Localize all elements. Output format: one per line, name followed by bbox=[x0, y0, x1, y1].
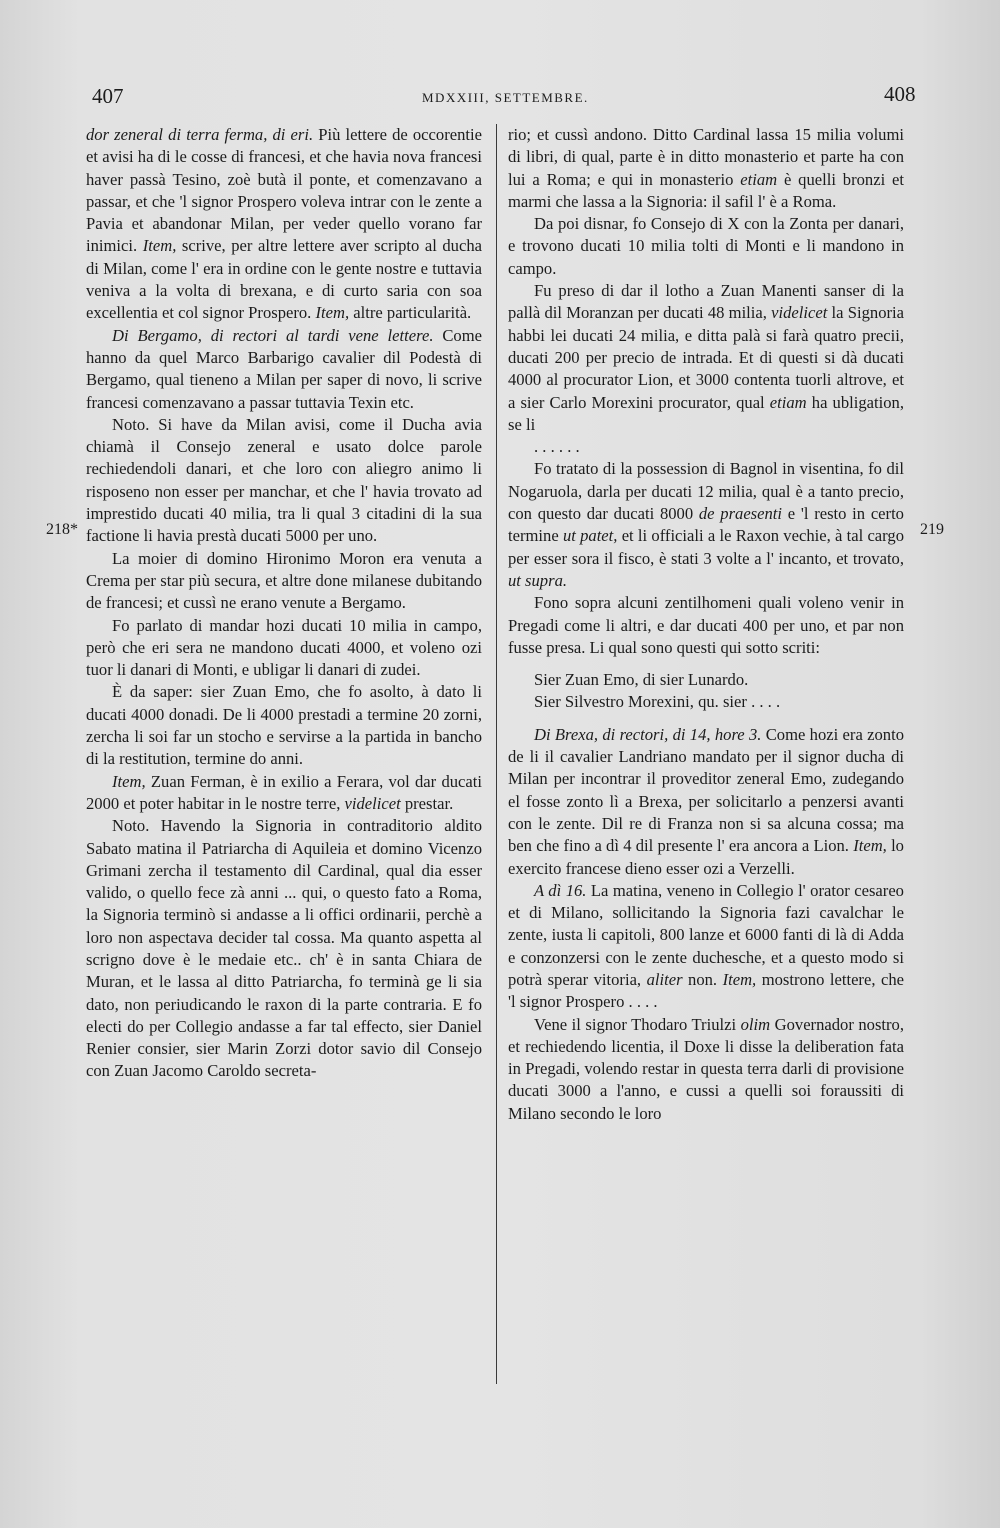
page-header bbox=[0, 82, 1000, 112]
paragraph bbox=[508, 880, 904, 1014]
paragraph bbox=[508, 280, 904, 436]
italic-word: olim bbox=[740, 1014, 771, 1034]
text: lo exercito francese dieno esser ozi a Verzelli. bbox=[508, 836, 904, 878]
paragraph: Fono sopra alcuni zentilhomeni quali voleno venir in Pregadi come li altri, e dar ducati 400 per uno, et par non fusse presa. Li qual sono questi qui sotto scriti: bbox=[508, 593, 904, 657]
italic-heading: Di Brexa, di rectori, di 14, hore 3. bbox=[534, 724, 762, 744]
ellipsis-line: . . . . . . bbox=[534, 437, 580, 457]
text: mostrono lettere, che 'l signor Prospero . . . . bbox=[508, 969, 904, 1012]
left-page-number: 407 bbox=[92, 84, 124, 108]
paragraph: Noto. Si have da Milan avisi, come il Ducha avia chiamà il Consejo zeneral e usato dolce parole rechiedendoli danari, et che loro con aliegro animo li risposeno non esser per manchar, et che l' havia trovato ad imprestido ducati 40 milia, tra li qual 3 citadini di la sua factione li havia prestà ducati 5000 per uno. bbox=[86, 414, 482, 546]
text: Più lettere de occorentie et avisi ha di le cosse di francesi, et che havia nova francesi haver passà Tesino, zoè butà il ponte, et comenzavano a passar, et che 'l signor Prospero voleva intrar con le zente a Pavia et abandonar Milan, per veder quello vorano far inimici. bbox=[86, 125, 482, 256]
paragraph bbox=[86, 124, 482, 325]
right-page-number: 408 bbox=[884, 82, 916, 106]
italic-word: ut patet, bbox=[562, 526, 618, 546]
italic-word: Item, bbox=[722, 969, 757, 989]
paragraph bbox=[508, 1014, 904, 1125]
text: scrive, per altre lettere aver scripto al ducha di Milan, come l' era in ordine con le gente nostre e tuttavia veniva a la volta di brexana, e di curto saria con soa excellentia et col signor Prospero. bbox=[86, 236, 482, 323]
paragraph: Fo parlato di mandar hozi ducati 10 milia in campo, però che eri sera ne mandono ducati 4000, et voleno ozi tuor li danari di Monti, e ubligar li danari di zudei. bbox=[86, 615, 482, 680]
left-margin-note: 218* bbox=[46, 521, 78, 538]
text: è quelli bronzi et marmi che lassa a la Signoria: il safil l' è a Roma. bbox=[508, 169, 904, 211]
paragraph bbox=[508, 458, 904, 592]
italic-heading: Di Bergamo, di rectori al tardi vene lettere. bbox=[112, 325, 434, 345]
italic-word: videlicet bbox=[771, 303, 828, 323]
italic-word: Item, bbox=[315, 303, 350, 323]
text: Vene il signor Thodaro Triulzi bbox=[534, 1014, 741, 1034]
paragraph: Noto. Havendo la Signoria in contraditorio aldito Sabato matina il Patriarcha di Aquileia et domino Vicenzo Grimani zercha il testamento dil Cardinal, qual dia esser valido, o quello fece zà anni ... qui, o questo fato a Roma, la Signoria terminò si andasse a li offici ordinarii, perchè a loro non aspectava decider tal cossa. Ma quanto aspetta al scrigno dove è le medaie etc.. ch' è in santa Chiara de Muran, et le lassa al ditto Patriarcha, fo terminà ge li sia dato, non periudicando le raxon di la parte contraria. E fo electi do per Collegio andasse a far tal effecto, sier Daniel Renier consier, sier Marin Zorzi dotor savio dil Consejo con Zuan Jacomo Caroldo secreta- bbox=[86, 816, 482, 1081]
left-column bbox=[86, 124, 482, 1083]
italic-word: etiam bbox=[740, 169, 778, 189]
text: ha ubligation, se li bbox=[508, 392, 904, 434]
paragraph bbox=[508, 724, 904, 880]
text: La matina, veneno in Collegio l' orator cesareo et di Milano, sollicitando la Signoria fazi cavalchar le zente, iusta li capitoli, 800 lanze et 6000 fanti di là di Adda e conzonzersi con le zente duchesche, et a questo modo si potrà sperar vitoria, bbox=[508, 880, 904, 989]
list-item: Sier Zuan Emo, di sier Lunardo. bbox=[534, 670, 749, 690]
italic-word: Item, bbox=[112, 771, 146, 791]
paragraph bbox=[86, 325, 482, 414]
text: e 'l resto in certo termine bbox=[508, 504, 904, 546]
list-item: Sier Silvestro Morexini, qu. sier . . . . bbox=[534, 692, 781, 712]
italic-word: videlicet bbox=[344, 793, 401, 813]
column-divider bbox=[496, 124, 497, 1384]
italic-heading: dor zeneral di terra ferma, di eri. bbox=[86, 125, 314, 144]
paragraph: Da poi disnar, fo Consejo di X con la Zonta per danari, e trovono ducati 10 milia tolti di Monti e li mandono in campo. bbox=[508, 214, 904, 278]
text: et li officiali a le Raxon vechie, à tal cargo per esser sora il fisco, è stati 3 volte a l' incanto, et trovato, bbox=[508, 526, 904, 568]
text: Fo tratato di la possession di Bagnol in visentina, fo dil Nogaruola, darla per ducati 12 milia, qual è a tanto precio, con questo dar ducati 8000 bbox=[508, 459, 904, 524]
text: non. bbox=[682, 969, 723, 989]
text: Governador nostro, et rechiedendo licentia, il Doxe li disse la deliberation fata in Pregadi, volendo restar in questa terra darli di provisione ducati 3000 a l'anno, e cussi a quelli soi foraussiti di Milano secondo le loro bbox=[508, 1014, 904, 1123]
paragraph bbox=[86, 771, 482, 816]
italic-word: de praesenti bbox=[698, 504, 783, 524]
text: prestar. bbox=[400, 793, 454, 813]
italic-word: etiam bbox=[769, 392, 807, 412]
text: Come hozi era zonto de li il cavalier Landriano mandato per il signor ducha di Milan per incontrar il proveditor zeneral Emo, zudegando el fosse zonto lì a Brexa, per solicitarlo a penzersi avanti con le zente. Dil re di Franza non si sa alcuna cossa; ma ben che fino a dì 4 dil presente l' era ancora a Lion. bbox=[508, 724, 904, 856]
right-margin-note: 219 bbox=[920, 521, 944, 538]
text: Fu preso di dar il lotho a Zuan Manenti sanser di la pallà dil Moranzan per ducati 48 milia, bbox=[508, 281, 904, 323]
paragraph bbox=[508, 124, 904, 213]
text: Zuan Ferman, è in exilio a Ferara, vol dar ducati 2000 et poter habitar in le nostre terre, bbox=[86, 771, 482, 813]
italic-word: aliter bbox=[646, 969, 683, 989]
running-title: MDXXIII, SETTEMBRE. bbox=[422, 90, 589, 105]
italic-word: ut supra. bbox=[508, 570, 568, 590]
italic-heading: A dì 16. bbox=[534, 880, 587, 900]
paragraph: È da saper: sier Zuan Emo, che fo asolto, à dato li ducati 4000 donadi. De li 4000 prestadi a termine 20 zorni, zercha li soi far un stocho e servirse a la partida in bancho di la restitution, termine do anni. bbox=[86, 682, 482, 769]
text: altre particularità. bbox=[349, 303, 472, 323]
italic-word: Item, bbox=[142, 236, 177, 256]
text: la Signoria habbi lei ducati 24 milia, e ditta palà si farà quatro precii, ducati 200 per precio de intrada. Et di questi si dà ducati 4000 al procurator Lion, et 3000 contenta tuorli altrove, et a sier Carlo Morexini procurator, qual bbox=[508, 303, 904, 412]
italic-word: Item, bbox=[853, 836, 887, 856]
text: Come hanno da quel Marco Barbarigo cavalier dil Podestà di Bergamo, qual tieneno a Milan per saper di novo, li scrive francesi comenzavano a passar tuttavia Texin etc. bbox=[86, 325, 482, 412]
text: rio; et cussì andono. Ditto Cardinal lassa 15 milia volumi di libri, di qual, parte è in ditto monasterio et parte ha con lui a Roma; e qui in monasterio bbox=[508, 125, 904, 189]
right-column bbox=[508, 124, 904, 1125]
paragraph: La moier di domino Hironimo Moron era venuta a Crema per star più secura, et altre done milanese dubitando de francesi; et cussì ne erano venute a Bergamo. bbox=[86, 548, 482, 613]
